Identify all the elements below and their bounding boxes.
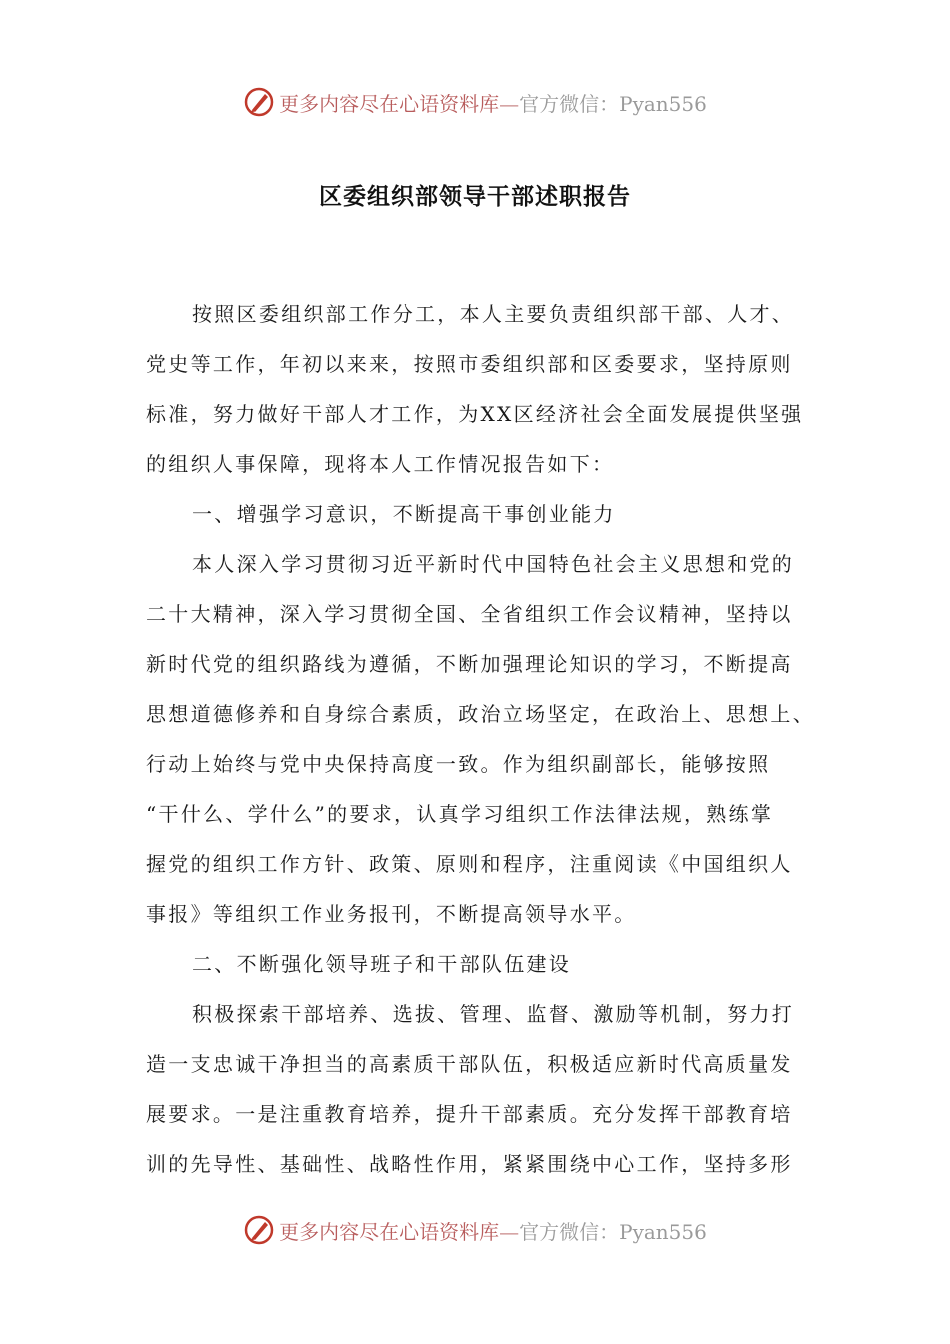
paragraph-line: 的组织人事保障，现将本人工作情况报告如下： xyxy=(146,452,615,476)
paragraph-line: 本人深入学习贯彻习近平新时代中国特色社会主义思想和党的 xyxy=(192,552,795,576)
watermark-contact: 官方微信：Pyan556 xyxy=(519,91,707,116)
quill-logo-icon xyxy=(243,86,275,118)
paragraph-line: 积极探索干部培养、选拔、管理、监督、激励等机制，努力打 xyxy=(192,1002,795,1026)
watermark-brand: 更多内容尽在心语资料库 xyxy=(279,1219,500,1244)
section-heading-1: 一、增强学习意识，不断提高干事创业能力 xyxy=(192,502,616,526)
watermark-separator: — xyxy=(499,91,520,116)
paragraph-line: 训的先导性、基础性、战略性作用，紧紧围绕中心工作，坚持多形 xyxy=(146,1152,793,1176)
paragraph-line: 展要求。一是注重教育培养，提升干部素质。充分发挥干部教育培 xyxy=(146,1102,793,1126)
watermark-text xyxy=(279,88,707,117)
section-heading-2: 二、不断强化领导班子和干部队伍建设 xyxy=(192,952,572,976)
paragraph-line: 新时代党的组织路线为遵循，不断加强理论知识的学习，不断提高 xyxy=(146,652,793,676)
document-body xyxy=(146,289,815,1189)
watermark-separator: — xyxy=(499,1219,520,1244)
watermark-contact: 官方微信：Pyan556 xyxy=(519,1219,707,1244)
paragraph-line: 行动上始终与党中央保持高度一致。作为组织副部长，能够按照 xyxy=(146,752,771,776)
paragraph-line: 党史等工作，年初以来来，按照市委组织部和区委要求，坚持原则 xyxy=(146,352,793,376)
document-title: 区委组织部领导干部述职报告 xyxy=(319,184,631,210)
watermark-header xyxy=(0,82,950,122)
quill-logo-icon xyxy=(243,1214,275,1246)
paragraph-line: 思想道德修养和自身综合素质，政治立场坚定，在政治上、思想上、 xyxy=(146,702,815,726)
paragraph-line: 造一支忠诚干净担当的高素质干部队伍，积极适应新时代高质量发 xyxy=(146,1052,793,1076)
watermark-footer xyxy=(0,1210,950,1250)
paragraph-line: 握党的组织工作方针、政策、原则和程序，注重阅读《中国组织人 xyxy=(146,852,793,876)
paragraph-line: 二十大精神，深入学习贯彻全国、全省组织工作会议精神，坚持以 xyxy=(146,602,793,626)
paragraph-line: 按照区委组织部工作分工，本人主要负责组织部干部、人才、 xyxy=(192,302,795,326)
paragraph-line: 标准，努力做好干部人才工作，为XX区经济社会全面发展提供坚强 xyxy=(146,402,804,426)
paragraph-line: “干什么、学什么”的要求，认真学习组织工作法律法规，熟练掌 xyxy=(146,802,774,826)
watermark-text xyxy=(279,1216,707,1245)
paragraph-line: 事报》等组织工作业务报刊，不断提高领导水平。 xyxy=(146,902,637,926)
watermark-brand: 更多内容尽在心语资料库 xyxy=(279,91,500,116)
